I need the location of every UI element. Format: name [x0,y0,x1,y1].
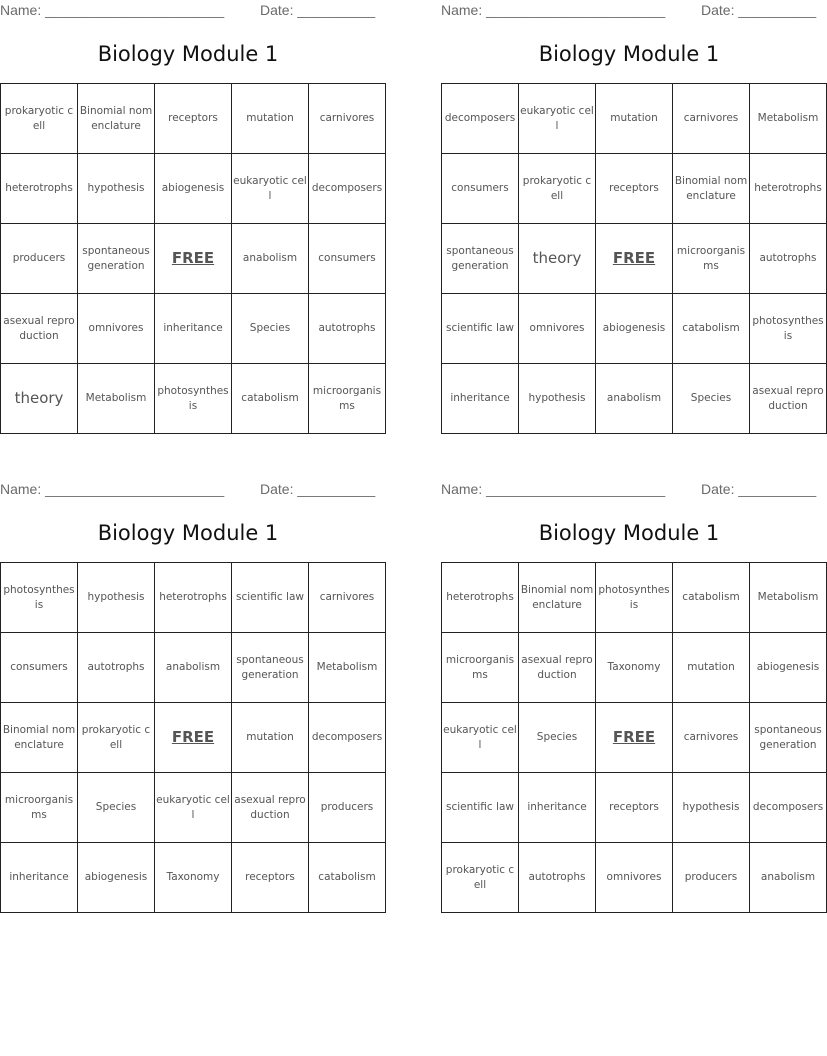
bingo-cell: omnivores [519,294,596,364]
card-header [441,0,817,22]
name-field-label: Name: _______________________ [0,2,225,18]
grid-row [1,364,386,434]
grid-row [1,563,386,633]
bingo-cell: abiogenesis [78,843,155,913]
card-header [0,0,376,22]
bingo-cell: catabolism [673,294,750,364]
grid-row [1,843,386,913]
bingo-cell: scientific law [232,563,309,633]
bingo-cell: consumers [309,224,386,294]
bingo-cell: decomposers [309,154,386,224]
bingo-cell: Species [78,773,155,843]
bingo-grid [441,562,827,913]
bingo-cell: abiogenesis [596,294,673,364]
bingo-cell: mutation [232,84,309,154]
bingo-cell: abiogenesis [155,154,232,224]
bingo-cell: anabolism [232,224,309,294]
bingo-cell: photosynthesis [1,563,78,633]
bingo-cell: autotrophs [78,633,155,703]
bingo-cell: photosynthesis [596,563,673,633]
bingo-cell: asexual reproduction [1,294,78,364]
bingo-card-4 [441,479,824,891]
bingo-cell: scientific law [442,294,519,364]
bingo-card-2 [441,0,824,412]
bingo-cell: Metabolism [750,563,827,633]
bingo-cell: autotrophs [519,843,596,913]
card-title: Biology Module 1 [538,42,720,66]
date-field-label: Date: __________ [701,481,817,497]
bingo-cell: spontaneous generation [442,224,519,294]
bingo-cell: mutation [673,633,750,703]
bingo-cell: autotrophs [309,294,386,364]
bingo-cell: spontaneous generation [232,633,309,703]
grid-row [442,224,827,294]
bingo-grid [441,83,827,434]
bingo-cell: prokaryotic cell [519,154,596,224]
bingo-cell: inheritance [519,773,596,843]
bingo-cell: consumers [442,154,519,224]
grid-row [1,633,386,703]
bingo-cell: prokaryotic cell [1,84,78,154]
bingo-cell: receptors [596,154,673,224]
card-title: Biology Module 1 [97,42,279,66]
grid-row [1,84,386,154]
bingo-cell: hypothesis [78,563,155,633]
bingo-cell: Binomial nomenclature [1,703,78,773]
bingo-cell: inheritance [155,294,232,364]
card-header [0,479,376,501]
bingo-cell: spontaneous generation [750,703,827,773]
bingo-cell: omnivores [78,294,155,364]
bingo-cell: autotrophs [750,224,827,294]
bingo-cell: anabolism [750,843,827,913]
bingo-cell: catabolism [673,563,750,633]
bingo-cell: mutation [596,84,673,154]
bingo-card-3 [0,479,383,883]
bingo-cell: receptors [155,84,232,154]
bingo-cell: producers [309,773,386,843]
bingo-cell: carnivores [673,703,750,773]
grid-row [442,364,827,434]
bingo-cell: inheritance [1,843,78,913]
free-space-cell: FREE [155,224,232,294]
bingo-cell: heterotrophs [155,563,232,633]
grid-row [1,154,386,224]
bingo-cell: producers [673,843,750,913]
grid-row [1,703,386,773]
date-field-label: Date: __________ [260,2,376,18]
bingo-cell: microorganisms [442,633,519,703]
bingo-cell: Species [232,294,309,364]
bingo-cell: decomposers [750,773,827,843]
bingo-cell: microorganisms [673,224,750,294]
bingo-cell: decomposers [309,703,386,773]
bingo-cell: theory [1,364,78,434]
bingo-cell: Binomial nomenclature [78,84,155,154]
card-title: Biology Module 1 [538,521,720,545]
bingo-cell: catabolism [309,843,386,913]
bingo-cell: decomposers [442,84,519,154]
grid-row [442,294,827,364]
bingo-cell: anabolism [596,364,673,434]
bingo-cell: eukaryotic cell [442,703,519,773]
bingo-cell: Species [673,364,750,434]
bingo-cell: asexual reproduction [750,364,827,434]
bingo-card-1 [0,0,383,412]
bingo-cell: hypothesis [673,773,750,843]
bingo-cell: anabolism [155,633,232,703]
name-field-label: Name: _______________________ [441,481,666,497]
bingo-cell: Taxonomy [155,843,232,913]
bingo-cell: spontaneous generation [78,224,155,294]
name-field-label: Name: _______________________ [0,481,225,497]
bingo-cell: asexual reproduction [519,633,596,703]
bingo-cell: carnivores [673,84,750,154]
bingo-cell: eukaryotic cell [519,84,596,154]
bingo-cell: Metabolism [309,633,386,703]
free-space-cell: FREE [596,703,673,773]
bingo-cell: theory [519,224,596,294]
bingo-grid [0,562,386,913]
bingo-cell: scientific law [442,773,519,843]
bingo-cell: asexual reproduction [232,773,309,843]
bingo-cell: prokaryotic cell [78,703,155,773]
bingo-cell: heterotrophs [442,563,519,633]
bingo-cell: receptors [232,843,309,913]
bingo-cell: Taxonomy [596,633,673,703]
bingo-cell: photosynthesis [155,364,232,434]
bingo-cell: omnivores [596,843,673,913]
bingo-cell: eukaryotic cell [155,773,232,843]
grid-row [442,84,827,154]
bingo-cell: heterotrophs [750,154,827,224]
bingo-cell: consumers [1,633,78,703]
bingo-cell: microorganisms [309,364,386,434]
bingo-cell: prokaryotic cell [442,843,519,913]
card-header [441,479,817,501]
bingo-grid [0,83,386,434]
bingo-cell: Binomial nomenclature [673,154,750,224]
bingo-cell: microorganisms [1,773,78,843]
grid-row [442,154,827,224]
bingo-cell: receptors [596,773,673,843]
name-field-label: Name: _______________________ [441,2,666,18]
bingo-cell: Metabolism [78,364,155,434]
grid-row [1,224,386,294]
bingo-cell: hypothesis [519,364,596,434]
grid-row [1,294,386,364]
grid-row [442,563,827,633]
bingo-cell: catabolism [232,364,309,434]
bingo-cell: Species [519,703,596,773]
bingo-cell: heterotrophs [1,154,78,224]
bingo-cell: Metabolism [750,84,827,154]
bingo-cell: inheritance [442,364,519,434]
bingo-cell: hypothesis [78,154,155,224]
bingo-cell: carnivores [309,84,386,154]
bingo-cell: abiogenesis [750,633,827,703]
bingo-cell: producers [1,224,78,294]
date-field-label: Date: __________ [260,481,376,497]
grid-row [442,633,827,703]
bingo-cell: eukaryotic cell [232,154,309,224]
date-field-label: Date: __________ [701,2,817,18]
grid-row [442,703,827,773]
free-space-cell: FREE [596,224,673,294]
bingo-cell: mutation [232,703,309,773]
grid-row [442,843,827,913]
bingo-cell: carnivores [309,563,386,633]
grid-row [1,773,386,843]
bingo-cell: Binomial nomenclature [519,563,596,633]
free-space-cell: FREE [155,703,232,773]
card-title: Biology Module 1 [97,521,279,545]
bingo-cell: photosynthesis [750,294,827,364]
grid-row [442,773,827,843]
